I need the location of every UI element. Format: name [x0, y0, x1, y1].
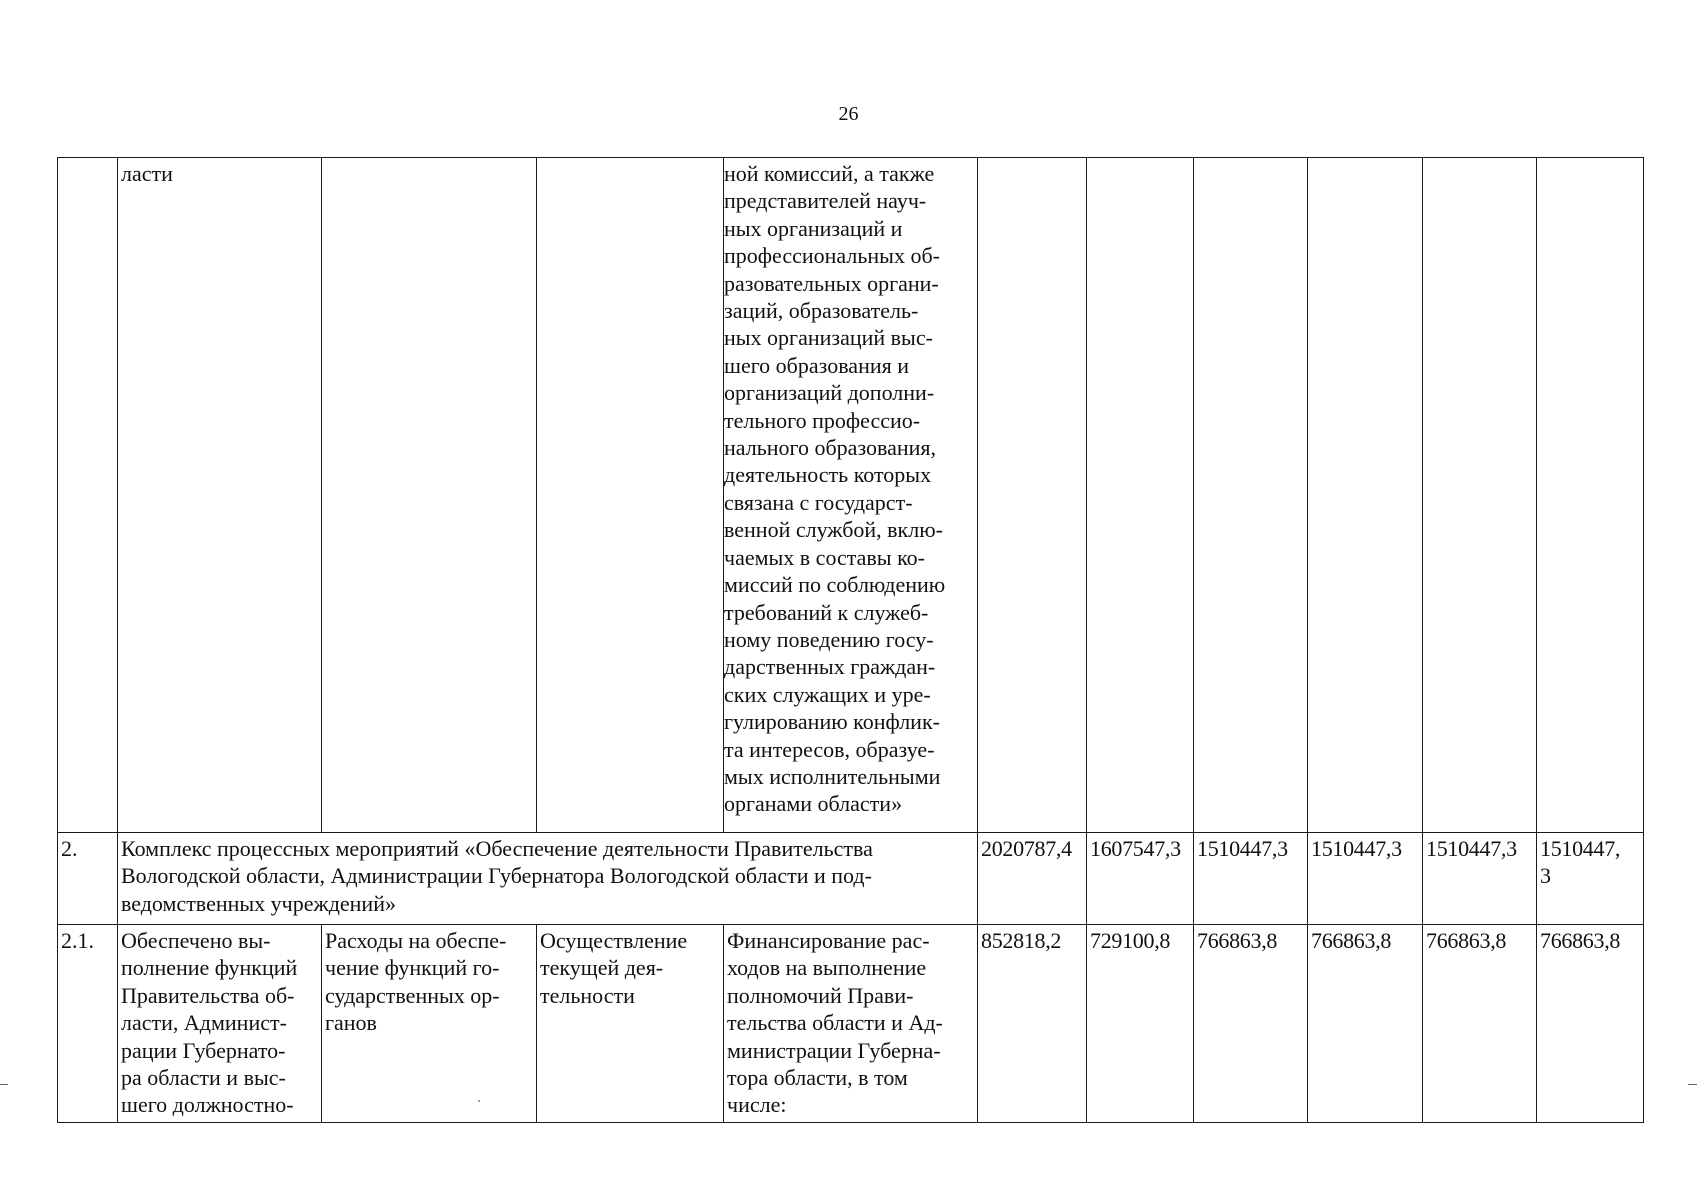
year-5-cell	[1423, 158, 1537, 833]
scan-edge-mark-right	[1688, 1084, 1697, 1085]
page-number: 26	[838, 103, 859, 125]
row-2	[58, 833, 1644, 925]
description-cell: Финансирование рас- ходов на выполнение полномочий Прави- тельства области и Ад- министрации Губерна- тора области, в том числе:	[724, 925, 978, 1123]
year-1-value: 2020787,4	[978, 833, 1087, 925]
year-6-cell	[1537, 158, 1644, 833]
complex-title-cell: Комплекс процессных мероприятий «Обеспечение деятельности Правительства Вологодской области, Администрации Губернатора Вологодской области и под- ведомственных учреждений»	[118, 833, 978, 925]
year-5-value: 1510447,3	[1423, 833, 1537, 925]
scan-edge-mark-left	[0, 1084, 8, 1085]
row-number-cell: 2.1.	[58, 925, 118, 1123]
year-2-cell	[1087, 158, 1194, 833]
year-4-value: 1510447,3	[1308, 833, 1423, 925]
activity-type-cell: Осуществление текущей дея- тельности	[537, 925, 724, 1123]
row-2-1	[58, 925, 1644, 1123]
year-4-value: 766863,8	[1308, 925, 1423, 1123]
year-6-value: 766863,8	[1537, 925, 1644, 1123]
year-4-cell	[1308, 158, 1423, 833]
result-cell: Обеспечено вы- полнение функций Правительства об- ласти, Админист- рации Губернато- ра области и выс- шего должностно-	[118, 925, 322, 1123]
activity-type-cell	[537, 158, 724, 833]
row-number-cell	[58, 158, 118, 833]
year-3-value: 766863,8	[1194, 925, 1308, 1123]
scan-dust	[478, 1100, 480, 1102]
continuation-row	[58, 158, 1644, 833]
year-2-value: 729100,8	[1087, 925, 1194, 1123]
year-2-value: 1607547,3	[1087, 833, 1194, 925]
year-1-cell	[978, 158, 1087, 833]
year-5-value: 766863,8	[1423, 925, 1537, 1123]
description-cell: ной комиссий, а также представителей науч- ных организаций и профессиональных об- разовательных органи- заций, образователь- ных организаций выс- шего образования и организаций дополни- тельного профессио- нального образования, деятельность которых связана с государст- венной службой, вклю- чаемых в составы ко- миссий по соблюдению требований к служеб- ному поведению госу- дарственных граждан- ских служащих и уре- гулированию конфлик- та интересов, образуе- мых исполнительными органами области»	[724, 158, 978, 833]
expense-cell: Расходы на обеспе- чение функций го- сударственных ор- ганов	[322, 925, 537, 1123]
year-3-cell	[1194, 158, 1308, 833]
expense-cell	[322, 158, 537, 833]
result-cell: ласти	[118, 158, 322, 833]
year-1-value: 852818,2	[978, 925, 1087, 1123]
year-3-value: 1510447,3	[1194, 833, 1308, 925]
row-number-cell: 2.	[58, 833, 118, 925]
program-table	[57, 157, 1644, 1123]
year-6-value: 1510447, 3	[1537, 833, 1644, 925]
